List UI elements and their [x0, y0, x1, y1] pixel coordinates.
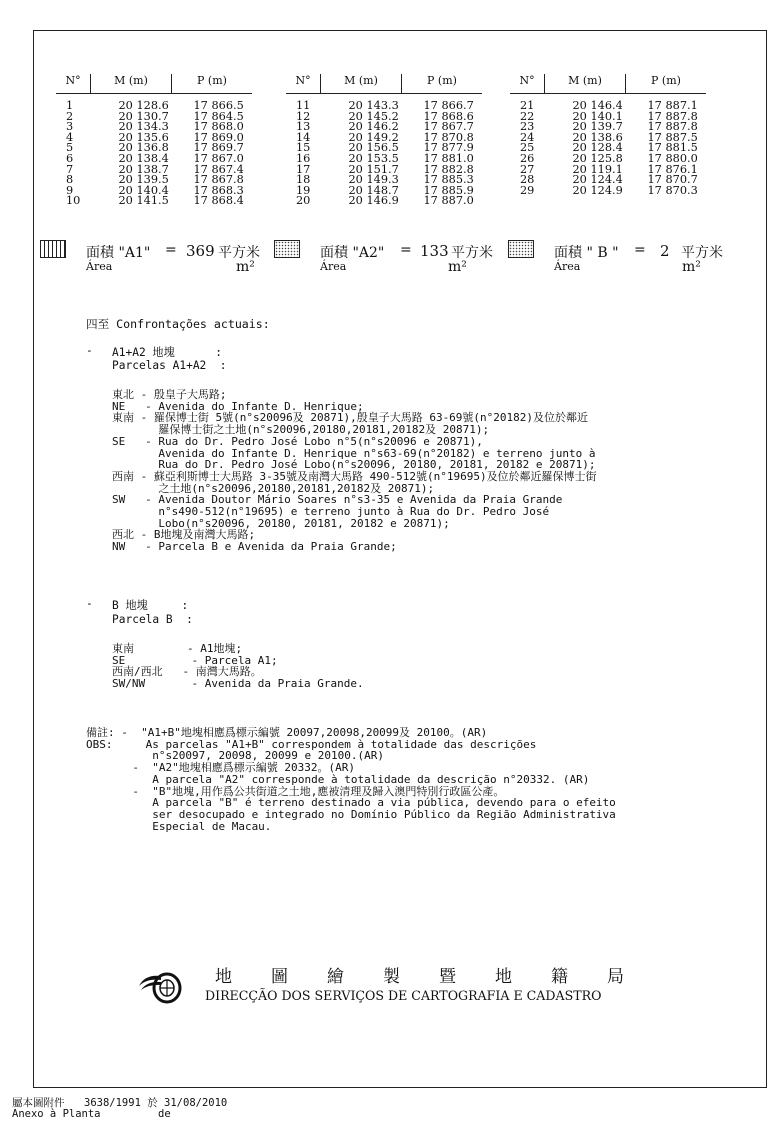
area-unit-m2: m² [682, 259, 701, 275]
coordinate-m: 20 136.8 [118, 141, 169, 155]
vertical-lines-pattern-icon [40, 240, 66, 258]
point-number: 28 [520, 173, 535, 187]
point-number: 25 [520, 141, 535, 155]
notes-block: 備註: - "A1+B"地塊相應爲標示編號 20097,20098,20099及 20100。(AR) OBS: As parcelas "A1+B" correspondem à totalidade das descrições n°s20097, 20098, 20099 e 20100.(AR) - "A2"地塊相應爲標示編號 20332。(AR) A parcela "A2" corresponde à totalidade da descrição n°20332. (AR) - "B"地塊,用作爲公共街道之土地,應被清理及歸入澳門特別行政區公產。 A parcela "B" é terreno destinado a via pública, devendo para o efeito ser desocupado e integrado no Domínio Público da Região Administrativa Especial de Macau. [86, 726, 616, 833]
area-value: 369 [186, 242, 215, 260]
dot-pattern-icon [274, 240, 300, 258]
equals-sign: = [165, 242, 177, 258]
point-number: 7 [66, 162, 74, 176]
coordinate-p: 17 885.3 [423, 173, 474, 187]
parcel-b-heading-zh: B 地塊 : [112, 599, 189, 612]
parcel-b-bullet: - [86, 597, 93, 610]
coordinate-m: 20 139.7 [572, 120, 623, 134]
header-number: N° [510, 74, 545, 94]
header-number: N° [56, 74, 91, 94]
coordinate-table-1 [56, 74, 252, 207]
point-number: 6 [66, 151, 74, 165]
point-number: 20 [296, 194, 311, 208]
area-unit: 平方米 [451, 245, 493, 261]
point-number: 24 [520, 130, 535, 144]
coordinate-p: 17 887.8 [647, 120, 698, 134]
coordinate-p: 17 877.9 [423, 141, 474, 155]
coordinate-m: 20 124.4 [572, 173, 623, 187]
equals-sign: = [400, 242, 412, 258]
parcel-a-heading-zh: A1+A2 地塊 : [112, 346, 222, 359]
table-row [510, 94, 706, 112]
point-number: 5 [66, 141, 74, 155]
coordinate-p: 17 869.7 [193, 141, 244, 155]
coordinate-p: 17 868.3 [193, 183, 244, 197]
header-p: P (m) [172, 74, 253, 94]
header-m: M (m) [321, 74, 402, 94]
header-m: M (m) [545, 74, 626, 94]
point-number: 14 [296, 130, 311, 144]
table-row [56, 196, 252, 207]
coordinate-m: 20 138.7 [118, 162, 169, 176]
coordinate-p: 17 887.8 [647, 109, 698, 123]
point-number: 4 [66, 130, 74, 144]
coordinate-p: 17 867.4 [193, 162, 244, 176]
coordinate-p: 17 868.6 [423, 109, 474, 123]
point-number: 26 [520, 151, 535, 165]
coordinate-p: 17 876.1 [647, 162, 698, 176]
dot-pattern-icon [508, 240, 534, 258]
point-number: 16 [296, 151, 311, 165]
point-number: 18 [296, 173, 311, 187]
coordinate-m: 20 146.4 [572, 99, 623, 112]
point-number: 10 [66, 194, 81, 208]
header-m: M (m) [91, 74, 172, 94]
coordinate-p: 17 866.7 [423, 99, 474, 112]
point-number: 2 [66, 109, 74, 123]
coordinate-p: 17 870.7 [647, 173, 698, 187]
point-number: 8 [66, 173, 74, 187]
table-row [286, 94, 482, 112]
coordinate-p: 17 870.3 [647, 183, 698, 197]
coordinate-p: 17 885.9 [423, 183, 474, 197]
coordinate-m: 20 146.9 [348, 194, 399, 208]
point-number: 17 [296, 162, 311, 176]
coordinate-p: 17 868.0 [193, 120, 244, 134]
coordinate-p: 17 881.5 [647, 141, 698, 155]
coordinate-m: 20 153.5 [348, 151, 399, 165]
table-row [56, 94, 252, 112]
organization-name-pt: DIRECÇÃO DOS SERVIÇOS DE CARTOGRAFIA E CADASTRO [205, 988, 602, 1003]
area-label: 面積 " B " [554, 245, 619, 261]
coordinate-m: 20 156.5 [348, 141, 399, 155]
point-number: 27 [520, 162, 535, 176]
coordinate-m: 20 149.2 [348, 130, 399, 144]
coordinate-table-2 [286, 74, 482, 207]
coordinate-p: 17 887.0 [423, 194, 474, 208]
annex-de: de [158, 1108, 171, 1120]
coordinate-m: 20 138.6 [572, 130, 623, 144]
coordinate-m: 20 141.5 [118, 194, 169, 208]
coordinate-m: 20 143.3 [348, 99, 399, 112]
coordinate-p: 17 864.5 [193, 109, 244, 123]
coordinate-p: 17 867.0 [193, 151, 244, 165]
area-unit: 平方米 [218, 245, 260, 261]
area-unit-m2: m² [448, 259, 467, 275]
coordinate-p: 17 866.5 [193, 99, 244, 112]
coordinate-m: 20 146.2 [348, 120, 399, 134]
coordinate-m: 20 134.3 [118, 120, 169, 134]
boundaries-title: 四至 Confrontações actuais: [86, 317, 270, 331]
parcel-a-boundaries: 東北 - 殷皇子大馬路; NE - Avenida do Infante D. Henrique; 東南 - 羅保博士街 5號(n°s20096及 20871),殷皇子大馬路 63-69號(n°20182)及位於鄰近 羅保博士街之土地(n°s20096,20180,20181,20182及 20871); SE - Rua do Dr. Pedro José Lobo n°5(n°s20096 e 20871), Avenida do Infante D. Henrique n°s63-69(n°20182) e terreno junto à Rua do Dr. Pedro José Lobo(n°s20096, 20180, 20181, 20182 e 20871); 西南 - 蘇亞利斯博士大馬路 3-35號及南灣大馬路 490-512號(n°19695)及位於鄰近羅保博士街 之土地(n°s20096,20180,20181,20182及 20871); SW - Avenida Doutor Mário Soares n°s3-35 e Avenida da Praia Grande n°s490-512(n°19695) e terreno junto à Rua do Dr. Pedro José Lobo(n°s20096, 20180, 20181, 20182 e 20871); 西北 - B地塊及南灣大馬路; NW - Parcela B e Avenida da Praia Grande; [112, 388, 597, 554]
coordinate-m: 20 130.7 [118, 109, 169, 123]
table-row [510, 186, 706, 197]
coordinate-table-3 [510, 74, 706, 196]
coordinate-m: 20 145.2 [348, 109, 399, 123]
coordinate-m: 20 135.6 [118, 130, 169, 144]
coordinate-m: 20 128.4 [572, 141, 623, 155]
coordinate-p: 17 870.8 [423, 130, 474, 144]
area-unit: 平方米 [681, 245, 723, 261]
coordinate-m: 20 140.4 [118, 183, 169, 197]
header-number: N° [286, 74, 321, 94]
annex-label: 屬本圖附件 Anexo à Planta [12, 1097, 101, 1120]
point-number: 12 [296, 109, 311, 123]
coordinate-m: 20 138.4 [118, 151, 169, 165]
area-a1 [40, 240, 270, 280]
coordinate-m: 20 151.7 [348, 162, 399, 176]
annex-date: 3638/1991 於 31/08/2010 [84, 1097, 228, 1109]
coordinate-p: 17 881.0 [423, 151, 474, 165]
table-row [286, 196, 482, 207]
area-label: 面積 "A1" [86, 245, 151, 261]
coordinate-p: 17 887.1 [647, 99, 698, 112]
area-label: 面積 "A2" [320, 245, 385, 261]
coordinate-m: 20 140.1 [572, 109, 623, 123]
area-label-pt: Área [86, 260, 113, 273]
coordinate-m: 20 124.9 [572, 183, 623, 197]
coordinate-p: 17 880.0 [647, 151, 698, 165]
point-number: 19 [296, 183, 311, 197]
area-label-pt: Área [320, 260, 347, 273]
point-number: 29 [520, 183, 535, 197]
point-number: 15 [296, 141, 311, 155]
equals-sign: = [634, 242, 646, 258]
coordinate-p: 17 867.7 [423, 120, 474, 134]
point-number: 22 [520, 109, 535, 123]
point-number: 1 [66, 99, 74, 112]
area-unit-m2: m² [236, 259, 255, 275]
coordinate-p: 17 869.0 [193, 130, 244, 144]
point-number: 21 [520, 99, 535, 112]
coordinate-m: 20 149.3 [348, 173, 399, 187]
coordinate-m: 20 128.6 [118, 99, 169, 112]
point-number: 23 [520, 120, 535, 134]
coordinate-p: 17 882.8 [423, 162, 474, 176]
area-a2 [274, 240, 504, 280]
organization-name-zh: 地圖繪製暨地籍局 [215, 967, 663, 987]
parcel-a-heading-pt: Parcelas A1+A2 : [112, 359, 227, 372]
parcel-b-heading-pt: Parcela B : [112, 613, 193, 626]
header-p: P (m) [402, 74, 483, 94]
point-number: 9 [66, 183, 74, 197]
coordinate-m: 20 119.1 [572, 162, 623, 176]
point-number: 3 [66, 120, 74, 134]
coordinate-p: 17 868.4 [193, 194, 244, 208]
area-value: 133 [420, 242, 449, 260]
area-value: 2 [660, 242, 670, 260]
parcel-a-bullet: - [86, 344, 93, 357]
coordinate-p: 17 887.5 [647, 130, 698, 144]
point-number: 13 [296, 120, 311, 134]
area-label-pt: Área [554, 260, 581, 273]
coordinate-m: 20 148.7 [348, 183, 399, 197]
point-number: 11 [296, 99, 311, 112]
dscc-logo-icon [137, 966, 185, 1006]
coordinate-p: 17 867.8 [193, 173, 244, 187]
coordinate-m: 20 139.5 [118, 173, 169, 187]
parcel-b-boundaries: 東南 - A1地塊; SE - Parcela A1; 西南/西北 - 南灣大馬路。 SW/NW - Avenida da Praia Grande. [112, 642, 364, 691]
area-b [508, 240, 728, 280]
header-p: P (m) [626, 74, 707, 94]
coordinate-m: 20 125.8 [572, 151, 623, 165]
